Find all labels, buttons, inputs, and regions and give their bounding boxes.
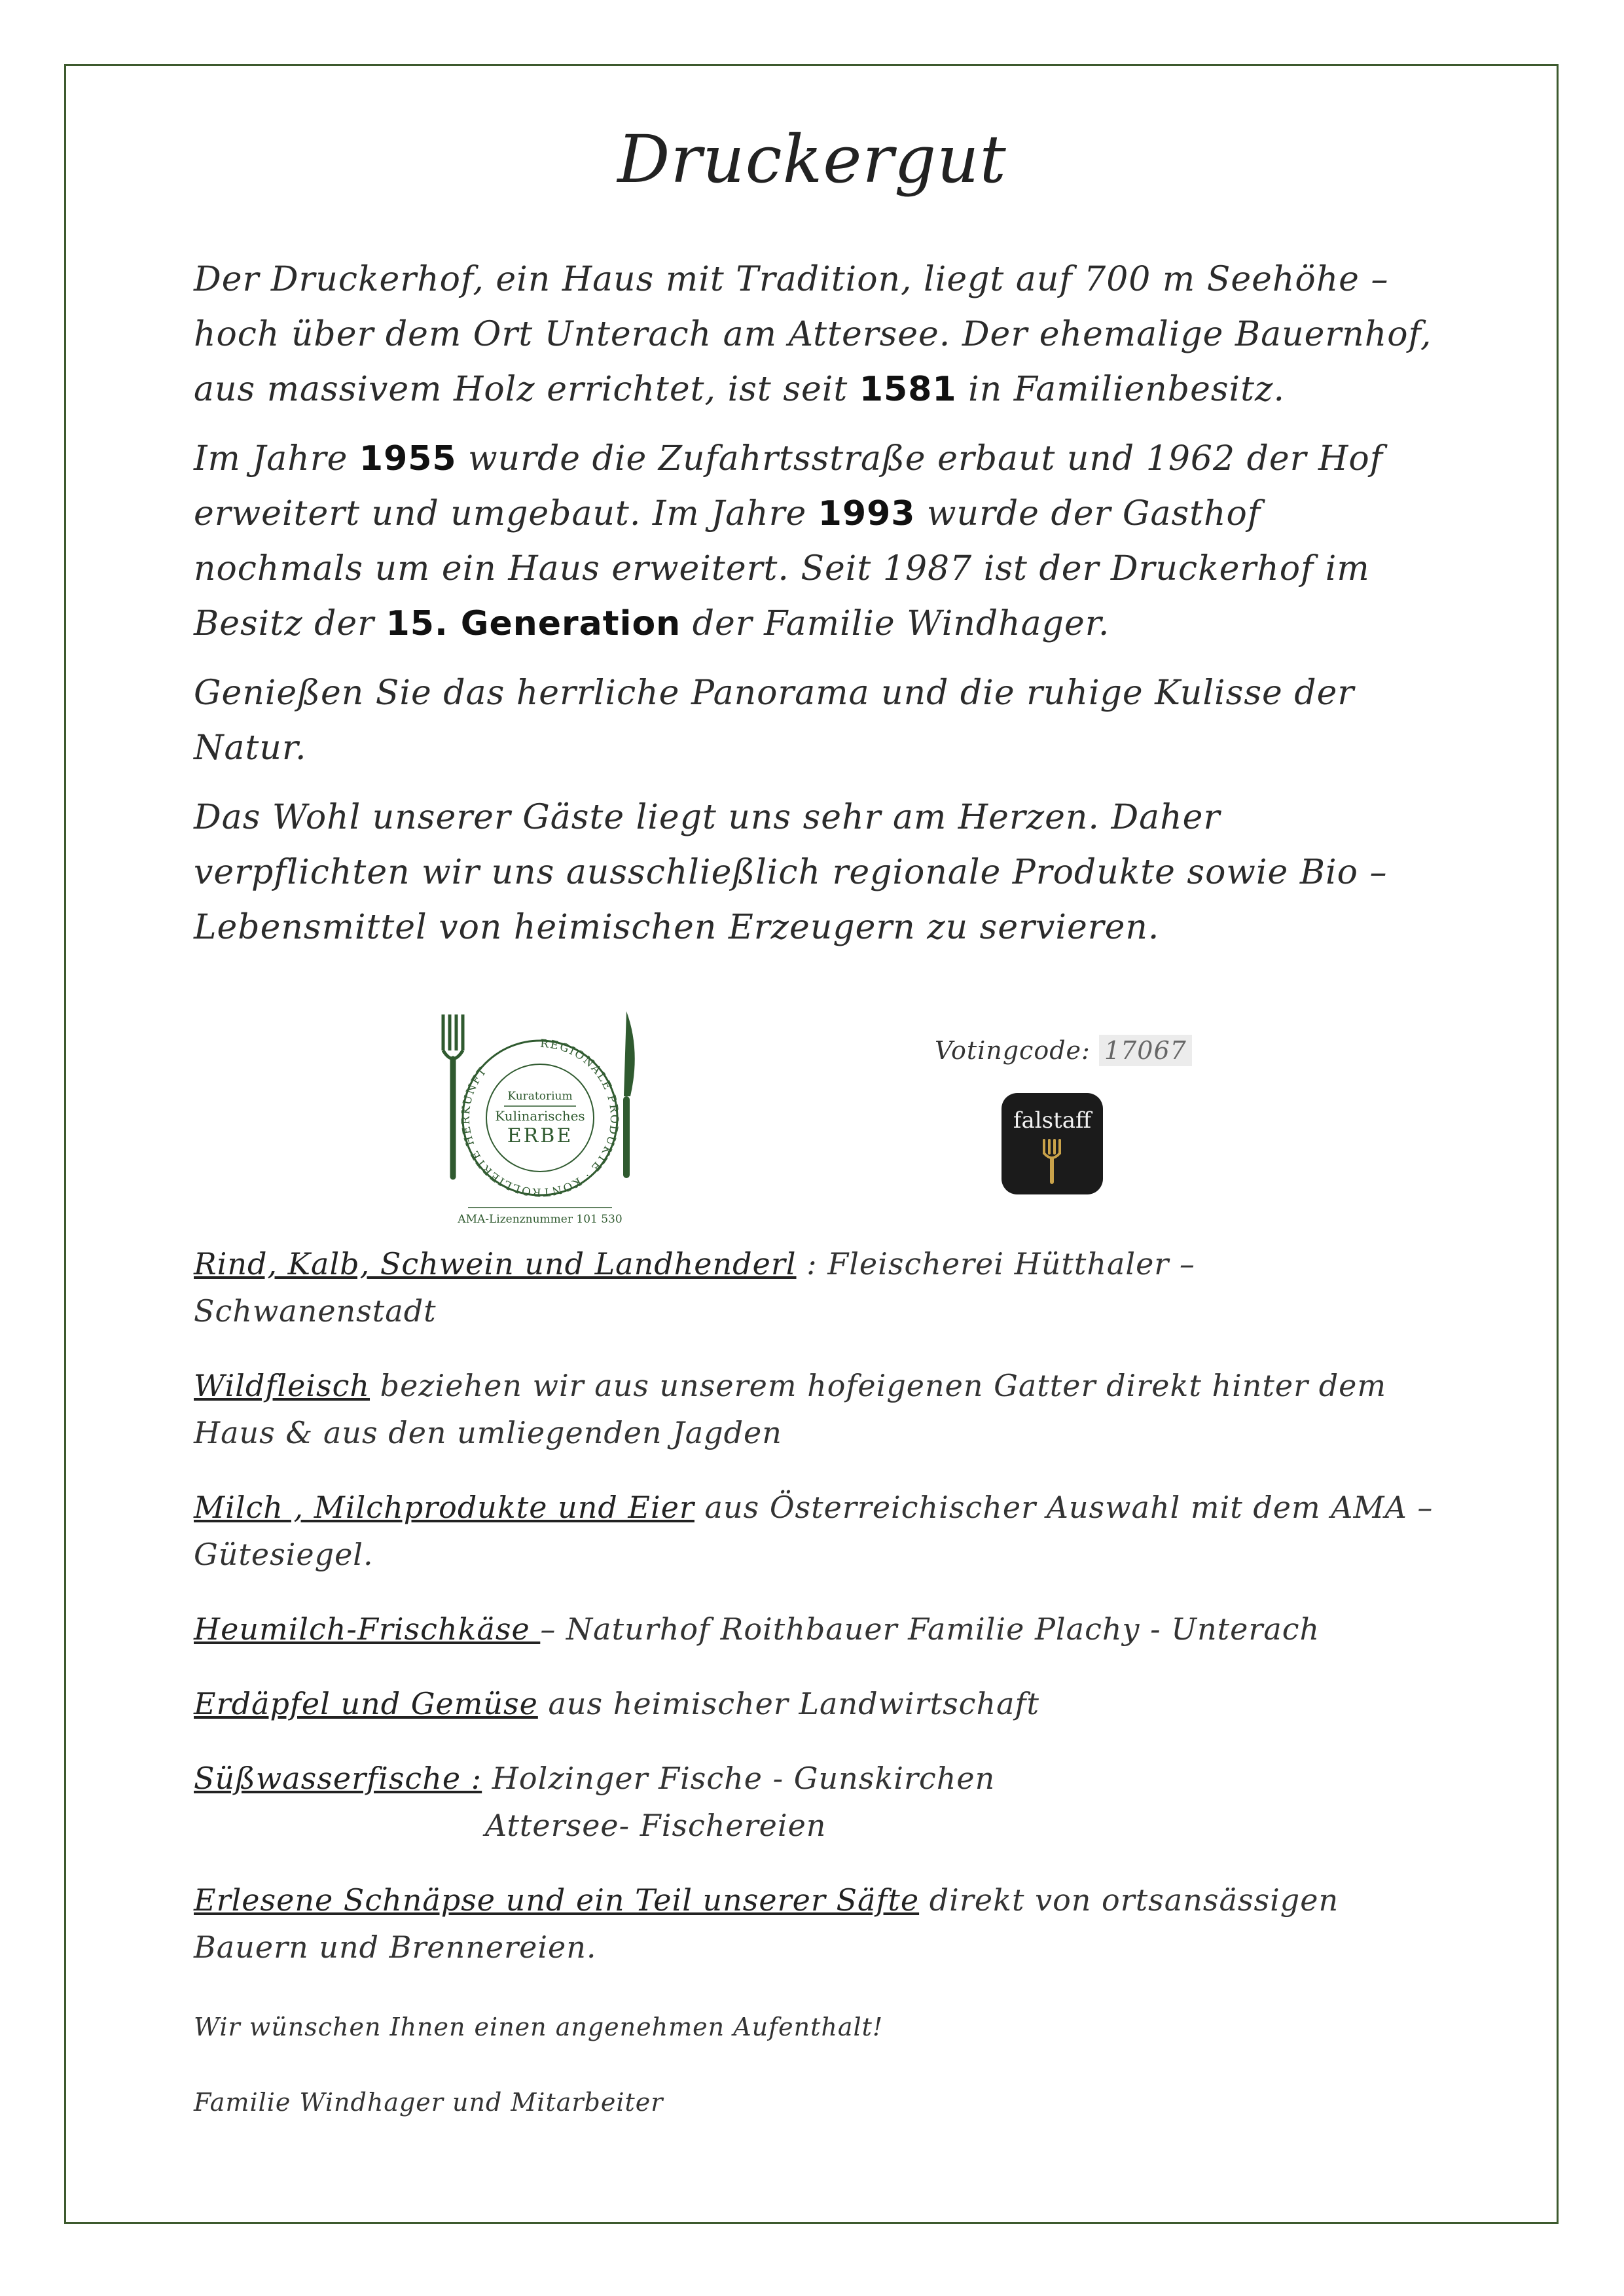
kulinarisches-erbe-logo <box>429 1008 651 1230</box>
list-item: Süßwasserfische : Holzinger Fische - Gunskirchen Attersee- Fischereien <box>194 1761 996 1843</box>
list-item: Milch , Milchprodukte und Eier aus Österreichischer Auswahl mit dem AMA – Gütesiegel. <box>194 1490 1434 1572</box>
intro-paragraph-1: Der Druckerhof, ein Haus mit Tradition, liegt auf 700 m Seehöhe – hoch über dem Ort Unterach am Attersee. Der ehemalige Bauernhof, aus massivem Holz errichtet, ist seit 1581 in Familienbesitz. <box>194 260 1432 409</box>
knife-icon <box>623 1011 635 1178</box>
closing-wish: Wir wünschen Ihnen einen angenehmen Aufenthalt! <box>194 2013 884 2041</box>
supplier-list <box>194 1240 1437 1998</box>
list-item: Erlesene Schnäpse und ein Teil unserer Säfte direkt von ortsansässigen Bauern und Brennereien. <box>194 1882 1339 1965</box>
intro-paragraph-4: Das Wohl unserer Gäste liegt uns sehr am Herzen. Daher verpflichten wir uns ausschließlich regionale Produkte sowie Bio – Lebensmittel von heimischen Erzeugern zu servieren. <box>194 798 1388 947</box>
falstaff-wordmark: falstaff <box>1013 1107 1092 1134</box>
voting-code <box>935 1036 1192 1065</box>
logo-kulinarisches: Kulinarisches <box>495 1108 585 1124</box>
page-title: Druckergut <box>617 121 1007 198</box>
intro-paragraph-3: Genießen Sie das herrliche Panorama und die ruhige Kulisse der Natur. <box>194 673 1355 768</box>
year-highlight: 1993 <box>818 494 916 533</box>
logo-ring-text: REGIONALE PRODUKTE · KONTROLLIERTE HERKUNFT <box>459 1037 621 1199</box>
closing-signature: Familie Windhager und Mitarbeiter <box>194 2088 664 2117</box>
list-item: Erdäpfel und Gemüse aus heimischer Landwirtschaft <box>194 1686 1040 1721</box>
voting-code-value: 17067 <box>1099 1035 1192 1066</box>
list-item: Rind, Kalb, Schwein und Landhenderl : Fleischerei Hütthaler – Schwanenstadt <box>194 1246 1195 1329</box>
fork-icon <box>1038 1138 1066 1185</box>
list-item: Wildfleisch beziehen wir aus unserem hofeigenen Gatter direkt hinter dem Haus & aus den umliegenden Jagden <box>194 1368 1387 1450</box>
list-item: Heumilch-Frischkäse – Naturhof Roithbauer Familie Plachy - Unterach <box>194 1611 1320 1647</box>
voting-label: Votingcode: <box>935 1036 1091 1065</box>
logo-license: AMA-Lizenznummer 101 530 <box>458 1213 623 1226</box>
logo-kuratorium: Kuratorium <box>507 1090 573 1103</box>
fork-icon <box>443 1014 463 1177</box>
intro-paragraph-2: Im Jahre 1955 wurde die Zufahrtsstraße erbaut und 1962 der Hof erweitert und umgebaut. Im Jahre 1993 wurde der Gasthof nochmals um ein Haus erweitert. Seit 1987 ist der Druckerhof im Besitz der 15. Generation der Familie Windhager. <box>194 439 1383 643</box>
intro-text <box>194 252 1437 969</box>
year-highlight: 1581 <box>859 370 957 409</box>
logo-erbe: ERBE <box>507 1124 573 1147</box>
generation-highlight: 15. Generation <box>386 604 681 643</box>
year-highlight: 1955 <box>359 439 457 478</box>
falstaff-logo <box>1001 1093 1103 1194</box>
